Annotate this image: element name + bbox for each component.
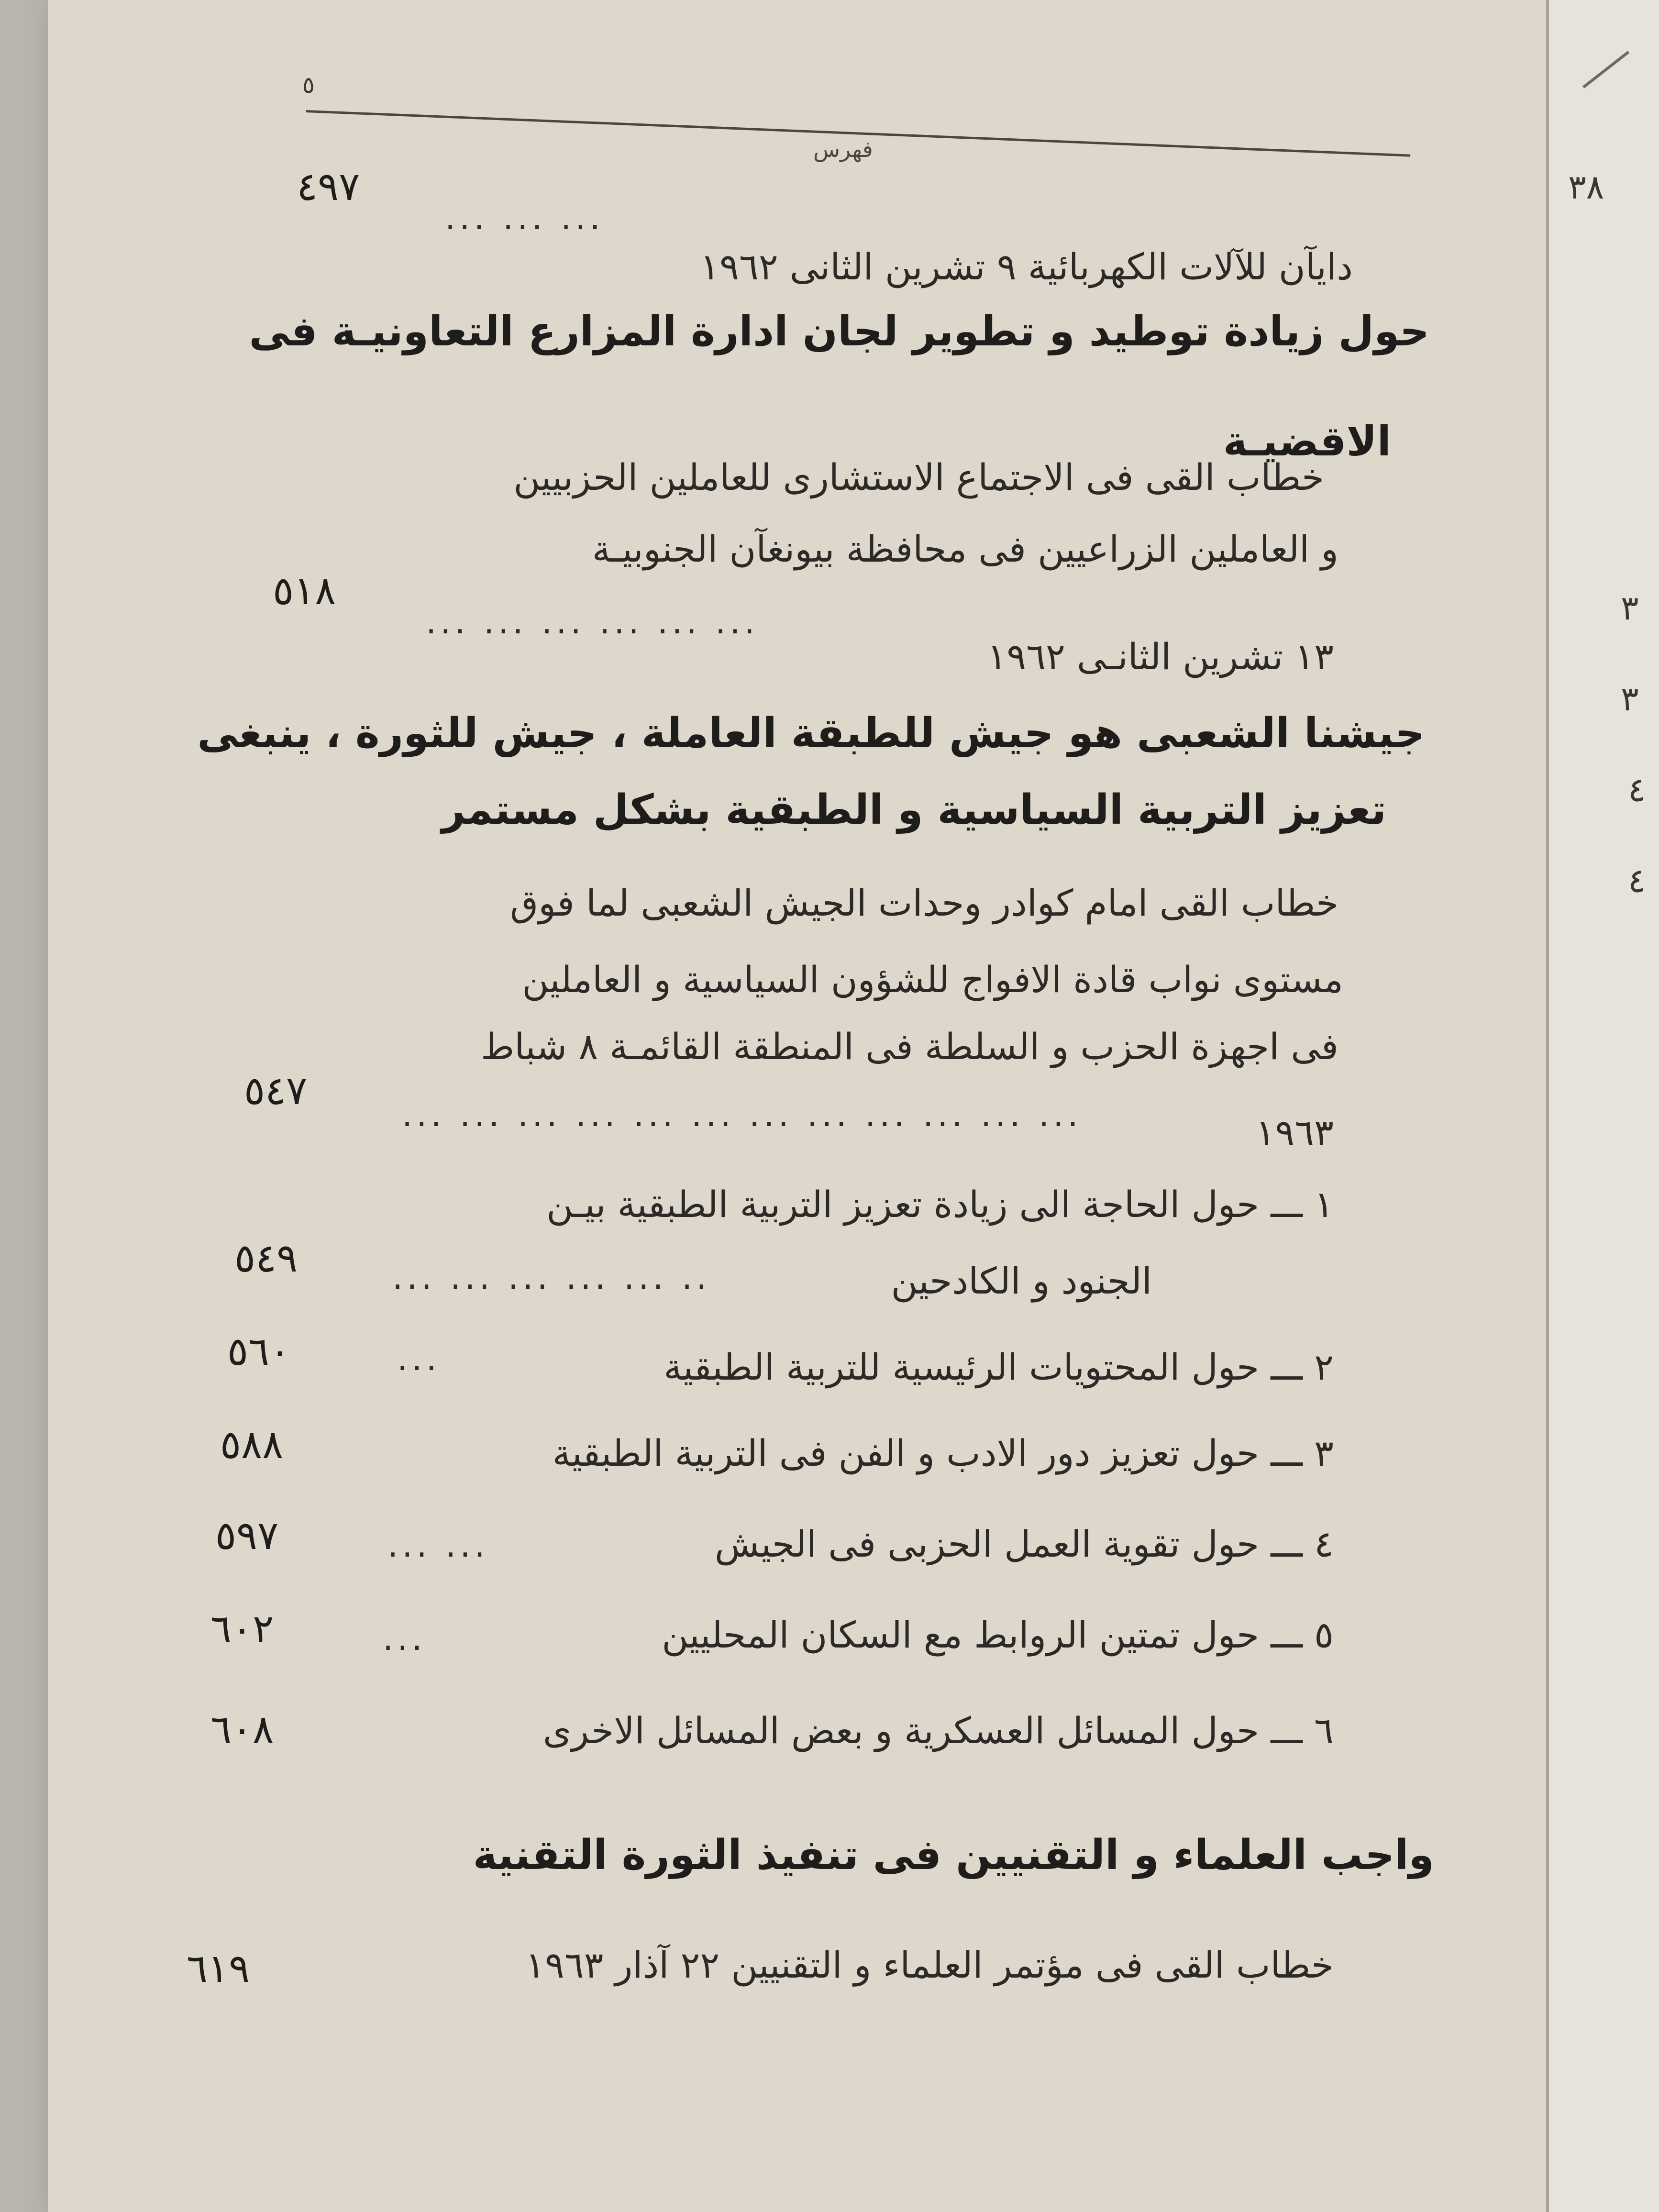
page-number: ٥٤٧ [244,1068,308,1114]
toc-entry-text: دايآن للآلات الكهربائية ٩ تشرين الثانى ١٩٦٢ [700,245,1353,288]
toc-entry-text: خطاب القى فى الاجتماع الاستشارى للعاملين الحزبيين [513,456,1324,498]
page-number: ٤٩٧ [297,164,360,210]
adjacent-page-number: ٣ [1621,679,1639,719]
toc-subentry-text: الجنود و الكادحين [891,1260,1152,1302]
dot-leader: ... ... ... ... ... .. [392,1258,711,1297]
adjacent-page-number: ٤ [1628,770,1646,809]
toc-entry-text: و العاملين الزراعيين فى محافظة بيونغآن الجنوبيـة [592,528,1338,570]
toc-subentry-text: ٤ ـــ حول تقوية العمل الحزبى فى الجيش [715,1523,1334,1565]
toc-subentry-text: ٣ ـــ حول تعزيز دور الادب و الفن فى التربية الطبقية [552,1432,1334,1474]
page-number: ٥٩٧ [215,1513,279,1559]
running-header: فهرس [813,136,873,162]
section-heading: حول زيادة توطيد و تطوير لجان ادارة المزارع التعاونيـة فى [249,308,1429,355]
page-number: ٦١٩ [187,1946,250,1991]
dot-leader: ... [383,1619,426,1658]
section-heading: جيشنا الشعبى هو جيش للطبقة العاملة ، جيش للثورة ، ينبغى [197,709,1425,757]
toc-entry-text: ١٩٦٣ [1255,1111,1334,1154]
section-heading: الاقضيـة [1223,418,1391,465]
page-number: ٥٨٨ [220,1422,284,1468]
page-number: ٥٦٠ [227,1329,291,1374]
toc-entry-text: خطاب القى امام كوادر وحدات الجيش الشعبى لما فوق [510,882,1338,924]
toc-subentry-text: ١ ـــ حول الحاجة الى زيادة تعزيز التربية الطبقية بيـن [546,1183,1334,1226]
dot-leader: ... ... ... ... ... ... ... ... ... ... ... ... [402,1095,1082,1134]
page-folio: ٥ [302,72,315,99]
toc-entry-text: خطاب القى فى مؤتمر العلماء و التقنيين ٢٢ آذار ١٩٦٣ [525,1944,1334,1986]
dot-leader: ... [397,1339,441,1378]
adjacent-page-number: ٣ [1621,588,1639,628]
dot-leader: ... ... ... [445,198,604,237]
dot-leader: ... ... [387,1526,489,1565]
adjacent-page-number: ٤ [1628,861,1646,900]
page-number: ٦٠٢ [210,1606,274,1652]
toc-subentry-text: ٢ ـــ حول المحتويات الرئيسية للتربية الطبقية [664,1346,1334,1388]
dot-leader: ... ... ... ... ... ... [426,602,759,641]
adjacent-page-number: ٣٨ [1568,167,1604,207]
page-number: ٥١٨ [273,568,336,614]
toc-subentry-text: ٦ ـــ حول المسائل العسكرية و بعض المسائل الاخرى [542,1709,1334,1752]
toc-subentry-text: ٥ ـــ حول تمتين الروابط مع السكان المحليين [662,1614,1334,1656]
toc-entry-text: ١٣ تشرين الثانـى ١٩٦٢ [987,635,1334,678]
section-heading: تعزيز التربية السياسية و الطبقية بشكل مستمر [441,786,1386,834]
section-heading: واجب العلماء و التقنيين فى تنفيذ الثورة التقنية [473,1831,1434,1879]
toc-entry-text: مستوى نواب قادة الافواج للشؤون السياسية و العاملين [522,958,1343,1001]
page-number: ٥٤٩ [234,1236,298,1281]
page-number: ٦٠٨ [210,1707,274,1752]
toc-entry-text: فى اجهزة الحزب و السلطة فى المنطقة القائمـة ٨ شباط [480,1025,1338,1068]
